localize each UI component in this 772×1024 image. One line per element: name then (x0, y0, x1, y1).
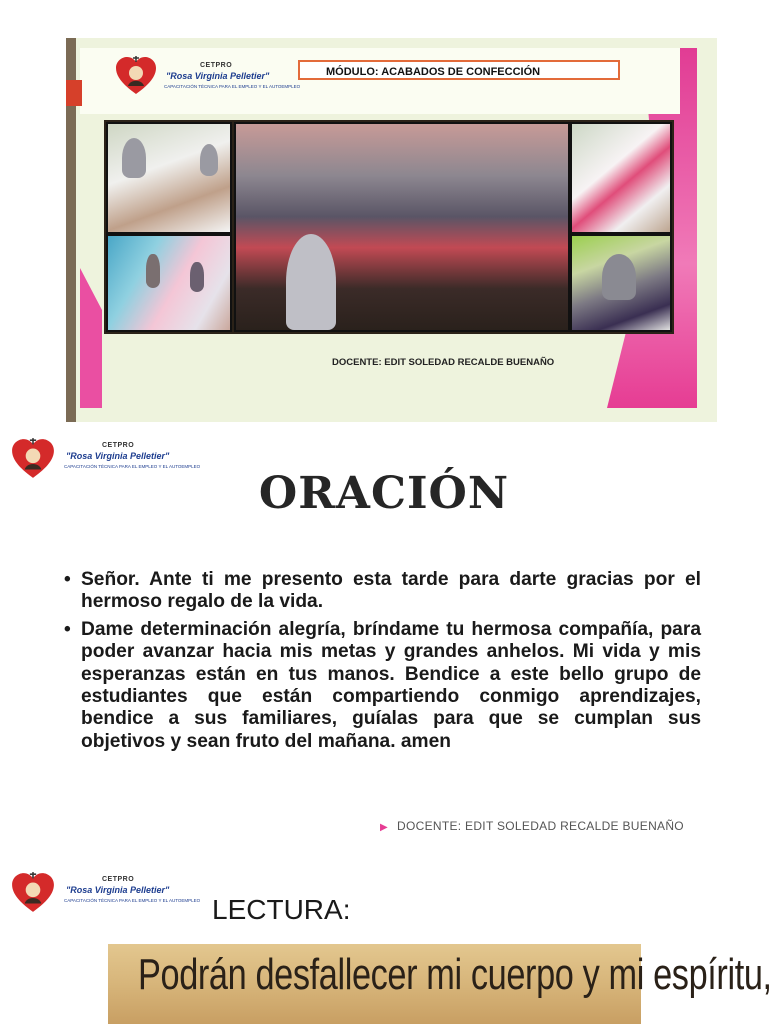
reading-banner (108, 944, 772, 1024)
docente-caption (380, 819, 684, 833)
photo-sewing-workshop (106, 122, 232, 234)
logo-institution-name: "Rosa Virginia Pelletier" (66, 885, 170, 895)
photo-dresses-display (106, 234, 232, 332)
reading-banner-text: Podrán desfallecer mi cuerpo y mi espíritu, (138, 950, 772, 999)
decorative-pink-corner (80, 268, 102, 408)
logo-cetpro-text: CETPRO (102, 876, 135, 883)
logo-institution-name: "Rosa Virginia Pelletier" (66, 451, 170, 461)
docente-name: DOCENTE: EDIT SOLEDAD RECALDE BUENAÑO (397, 819, 684, 833)
triangle-bullet-icon: ▶ (380, 822, 388, 833)
logo-cetpro-text: CETPRO (102, 442, 135, 449)
section-heading: LECTURA: (212, 894, 351, 925)
photo-collage (104, 120, 674, 334)
list-item: • Dame determinación alegría, bríndame tu hermosa compañía, para poder avanzar hacia mis metas y grandes anhelos. Mi vida y mis esperanzas están en tus manos. Bendice a este bello grupo de estudiantes que están compartiendo conmigo aprendizajes, bendice a sus familiares, guíalas para que se cumplan sus objetivos y sean fruto del mañana. amen (64, 619, 701, 753)
institution-logo (114, 56, 301, 102)
logo-tagline: CAPACITACIÓN TÉCNICA PARA EL EMPLEO Y EL AUTOEMPLEO (64, 898, 201, 903)
photo-white-dress (570, 122, 672, 234)
heart-logo-icon (114, 56, 158, 96)
photo-group-students (234, 122, 570, 332)
photo-student-sewing (570, 234, 672, 332)
docente-caption: DOCENTE: EDIT SOLEDAD RECALDE BUENAÑO (332, 357, 555, 368)
list-item: • Señor. Ante ti me presento esta tarde para darte gracias por el hermoso regalo de la vida. (64, 569, 701, 614)
prayer-list (64, 569, 701, 758)
logo-institution-name: "Rosa Virginia Pelletier" (166, 71, 270, 81)
decorative-red-mark (66, 80, 82, 106)
slide-module-cover (66, 38, 717, 422)
heart-logo-icon (10, 872, 56, 914)
logo-tagline: CAPACITACIÓN TÉCNICA PARA EL EMPLEO Y EL AUTOEMPLEO (64, 464, 201, 469)
page-title: ORACIÓN (258, 468, 510, 519)
module-title: MÓDULO: ACABADOS DE CONFECCIÓN (298, 60, 620, 80)
logo-tagline: CAPACITACIÓN TÉCNICA PARA EL EMPLEO Y EL AUTOEMPLEO (164, 84, 301, 89)
institution-logo (10, 872, 201, 914)
logo-cetpro-text: CETPRO (200, 62, 233, 69)
